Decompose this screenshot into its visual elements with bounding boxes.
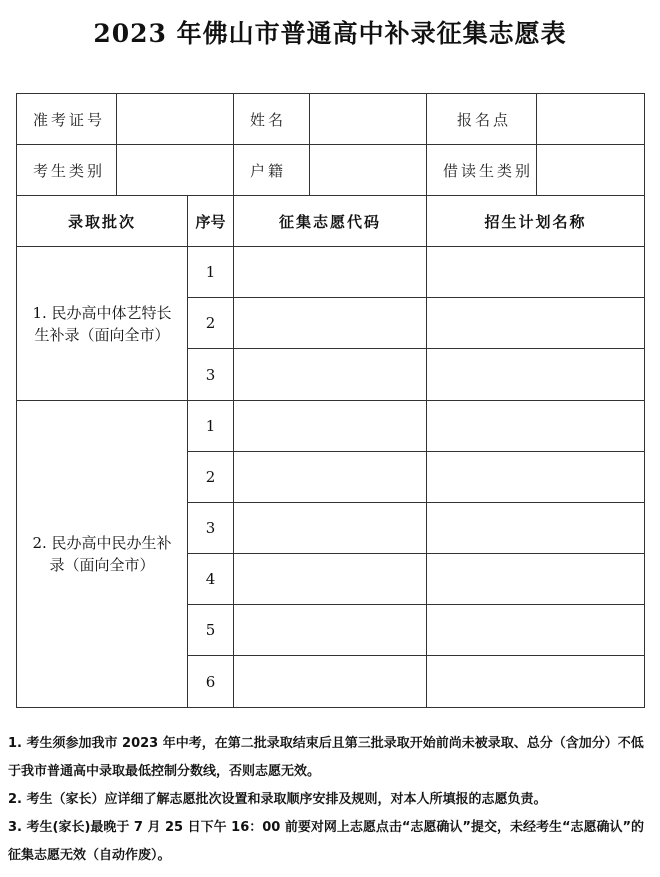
- note-item: 3. 考生(家长)最晚于 7 月 25 日下午 16：00 前要对网上志愿点击“志愿确认”提交，未经考生“志愿确认”的征集志愿无效（自动作废）。: [8, 820, 645, 863]
- seq-number: 3: [188, 503, 234, 554]
- batch-1-label: 1. 民办高中体艺特长生补录（面向全市）: [17, 247, 188, 401]
- plan-cell[interactable]: [427, 605, 645, 656]
- borrow-category-label: 借读生类别: [427, 145, 537, 196]
- household-field[interactable]: [310, 145, 427, 196]
- plan-cell[interactable]: [427, 247, 645, 298]
- name-label: 姓名: [234, 94, 310, 145]
- note-item: 1. 考生须参加我市 2023 年中考，在第二批录取结束后且第三批录取开始前尚未被录取、总分（含加分）不低于我市普通高中录取最低控制分数线，否则志愿无效。: [8, 736, 644, 779]
- plan-cell[interactable]: [427, 349, 645, 401]
- seq-header: 序号: [188, 196, 234, 247]
- plan-cell[interactable]: [427, 656, 645, 708]
- note-item: 2. 考生（家长）应详细了解志愿批次设置和录取顺序安排及规则，对本人所填报的志愿负责。: [8, 792, 547, 807]
- exam-number-field[interactable]: [117, 94, 234, 145]
- code-cell[interactable]: [234, 298, 427, 349]
- code-cell[interactable]: [234, 401, 427, 452]
- code-cell[interactable]: [234, 554, 427, 605]
- code-header: 征集志愿代码: [234, 196, 427, 247]
- plan-cell[interactable]: [427, 503, 645, 554]
- application-form-table: [16, 93, 645, 708]
- seq-number: 3: [188, 349, 234, 401]
- plan-cell[interactable]: [427, 401, 645, 452]
- seq-number: 2: [188, 298, 234, 349]
- exam-number-label: 准考证号: [17, 94, 117, 145]
- form-title: 2023 年佛山市普通高中补录征集志愿表: [93, 19, 567, 48]
- notes-section: [8, 730, 652, 870]
- name-field[interactable]: [310, 94, 427, 145]
- household-label: 户籍: [234, 145, 310, 196]
- registration-site-label: 报名点: [427, 94, 537, 145]
- code-cell[interactable]: [234, 503, 427, 554]
- code-cell[interactable]: [234, 452, 427, 503]
- batch-2-label: 2. 民办高中民办生补录（面向全市）: [17, 401, 188, 708]
- plan-header: 招生计划名称: [427, 196, 645, 247]
- seq-number: 2: [188, 452, 234, 503]
- code-cell[interactable]: [234, 349, 427, 401]
- plan-cell[interactable]: [427, 554, 645, 605]
- plan-cell[interactable]: [427, 298, 645, 349]
- seq-number: 4: [188, 554, 234, 605]
- seq-number: 6: [188, 656, 234, 708]
- seq-number: 1: [188, 247, 234, 298]
- seq-number: 5: [188, 605, 234, 656]
- batch-header: 录取批次: [17, 196, 188, 247]
- borrow-category-field[interactable]: [537, 145, 645, 196]
- code-cell[interactable]: [234, 605, 427, 656]
- seq-number: 1: [188, 401, 234, 452]
- code-cell[interactable]: [234, 247, 427, 298]
- candidate-category-field[interactable]: [117, 145, 234, 196]
- candidate-category-label: 考生类别: [17, 145, 117, 196]
- registration-site-field[interactable]: [537, 94, 645, 145]
- plan-cell[interactable]: [427, 452, 645, 503]
- code-cell[interactable]: [234, 656, 427, 708]
